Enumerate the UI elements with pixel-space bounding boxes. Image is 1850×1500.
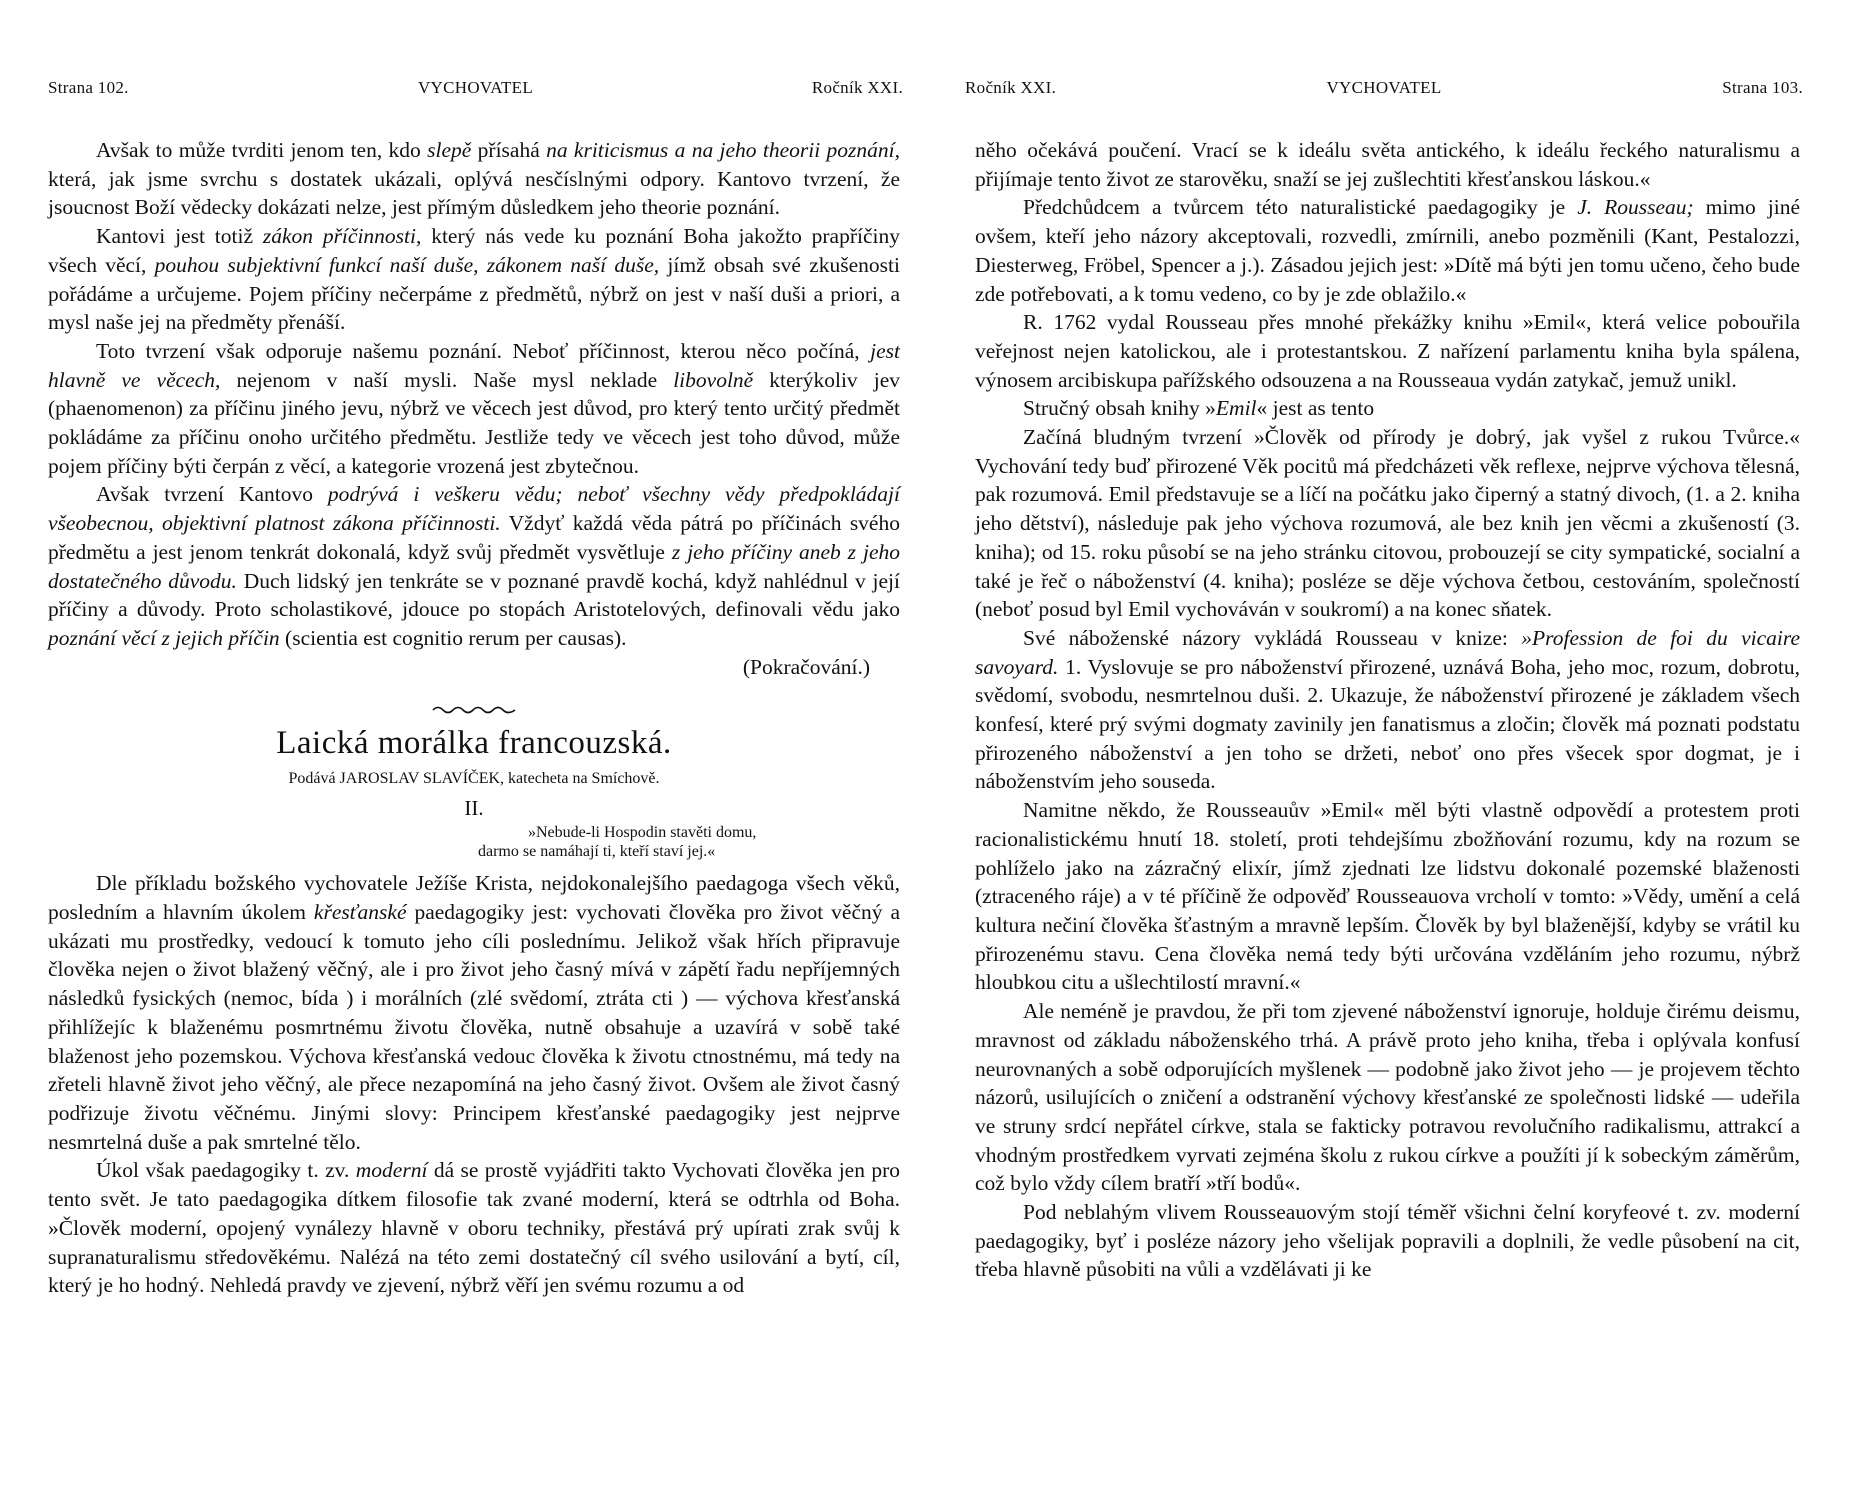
emphasis-text: křesťanské xyxy=(313,900,407,925)
emphasis-text: poznání věcí z jejich příčin xyxy=(48,625,280,650)
left-running-head xyxy=(48,78,903,100)
paragraph-text: Pod neblahým vlivem Rousseauovým stojí téměř všichni čelní koryfeové t. zv. moderní paedagogiky, byť i posléze názory jeho všelijak popravili a doplnili, že vedle působení na cit, třeba hlavně působiti na vůli a vzdělávati ji ke xyxy=(975,1200,1800,1282)
paragraph-text: R. 1762 vydal Rousseau přes mnohé překážky knihu »Emil«, která velice pobouřila veřejnost nejen katolickou, ale i protestantskou. Z nařízení parlamentu kniha byla spálena, výnosem arcibiskupa pařížského odsouzena a na Rousseaua vydán zatykač, jemuž unikl. xyxy=(975,310,1800,392)
paragraph xyxy=(48,337,900,481)
right-journal-title: VYCHOVATEL xyxy=(1326,78,1442,97)
paragraph-text: který nás vede ku poznání Boha jakožto prapříčiny všech věcí, xyxy=(48,224,900,277)
paragraph xyxy=(48,136,900,222)
paragraph-text: Toto tvrzení však odporuje našemu poznání. Neboť příčinnost, kterou něco počíná, xyxy=(96,338,871,363)
left-paragraphs xyxy=(48,136,900,653)
paragraph-text: Dle příkladu božského vychovatele Ježíše Krista, nejdokonalejšího paedagoga všech věků, posledním a hlavním úkolem xyxy=(48,871,900,925)
paragraph-text: Úkol však paedagogiky t. zv. xyxy=(96,1158,356,1183)
paragraph-text: Ale neméně je pravdou, že při tom zjevené náboženství ignoruje, holduje čirému deismu, mravnost od základu náboženského trhá. A právě proto jeho kniha, třeba i oplývala konfusí neurovnaných a sobě odporujících myšlenek — podobně jako život jeho — je projevem těchto názorů, usilujících o zničení a odstranění výchovy křesťanské ze společnosti lidské — udeřila ve struny srdcí nepřátel církve, stala se fakticky potravou revolučního radikalismu, attrakcí a vhodným prostředkem vyrvati zejména školu z rukou církve a použíti jí k sobeckým záměrům, což bylo vždy cílem bratří »tří bodů«. xyxy=(975,999,1800,1196)
article-paragraphs xyxy=(48,869,900,1300)
emphasis-text: J. Rousseau; xyxy=(1577,195,1694,220)
paragraph-text: Své náboženské názory vykládá Rousseau v knize: xyxy=(1023,625,1522,650)
paragraph-text: 1. Vyslovuje se pro náboženství přirozené, uznává Boha, jeho moc, rozum, dobrotu, svědomí, svobodu, nesmrtelnou duši. 2. Ukazuje, že náboženství přirozené je základem všech konfesí, které prý svými dogmaty zavinily jen fanatismus a zločin; člověk má poznati podstatu přirozeného náboženství a jen toho se držeti, neboť ono přes všecek spor dogmat, je i náboženstvím jeho souseda. xyxy=(975,654,1800,794)
paragraph xyxy=(975,308,1800,394)
paragraph xyxy=(975,997,1800,1198)
paragraph-text: nejenom v naší mysli. Naše mysl neklade xyxy=(220,367,674,392)
emphasis-text: pouhou subjektivní funkcí naší duše, zákonem naší duše, xyxy=(154,252,660,277)
paragraph-text: Kantovi jest totiž xyxy=(96,224,263,249)
section-number: II. xyxy=(464,796,484,821)
paragraph xyxy=(975,423,1800,624)
motto-line-2: darmo se namáhají ti, kteří staví jej.« xyxy=(478,843,716,861)
emphasis-text: Emil xyxy=(1215,396,1257,421)
right-text-block xyxy=(975,136,1800,1284)
paragraph-text: kterýkoliv jev (phaenomenon) za příčinu jiného jevu, nýbrž ve věcech jest důvod, pro který tento určitý předmět pokládáme za příčinu onoho určitého předmětu. Jestliže tedy ve věcech jest toho důvod, může pojem příčiny býti čerpán z věcí, a kategorie vrozená jest zbytečnou. xyxy=(48,367,901,478)
paragraph-text: « jest as tento xyxy=(1256,396,1375,421)
article-title: Laická morálka francouzská. xyxy=(276,725,672,762)
paragraph-text: jímž obsah své zkušenosti pořádáme a určujeme. Pojem příčiny nečerpáme z předmětů, nýbrž on jest v naší duši a priori, a mysl naše jej na předměty přenáší. xyxy=(48,252,900,335)
paragraph xyxy=(975,136,1800,193)
right-paragraphs xyxy=(975,136,1800,1284)
continuation-note: (Pokračování.) xyxy=(742,654,870,679)
paragraph xyxy=(48,222,900,337)
right-volume: Ročník XXI. xyxy=(965,78,1057,97)
emphasis-text: podrývá i veškeru vědu; neboť všechny vědy předpokládají všeobecnou, objektivní platnost zákona příčinnosti. xyxy=(48,482,901,536)
paragraph xyxy=(975,796,1800,997)
motto xyxy=(478,823,900,861)
paragraph-text: dá se prostě vyjádřiti takto Vychovati člověka jen pro tento svět. Je tato paedagogika dítkem filosofie tak zvané moderní, která se odtrhla od Boha. »Člověk moderní, opojený vynálezy hlavně v oboru techniky, přestává prý upírati zrak svůj k supranaturalismu středověkému. Nalézá na této zemi dostatečný cíl svého usilování a bytí, cíl, který je ho hodný. Nehledá pravdy ve zjevení, nýbrž věří jen svému rozumu a od xyxy=(48,1158,900,1298)
left-text-block xyxy=(48,136,900,1300)
paragraph xyxy=(975,394,1800,423)
emphasis-text: na kriticismus a na jeho theorii poznání, xyxy=(546,138,901,162)
emphasis-text: »Profession de foi du vicaire savoyard. xyxy=(975,625,1800,679)
paragraph xyxy=(48,480,900,652)
emphasis-text: zákon příčinnosti, xyxy=(262,224,422,249)
paragraph-text: Začíná bludným tvrzení »Člověk od přírody je dobrý, jak vyšel z rukou Tvůrce.« Vychování tedy buď přirozené Věk pocitů má předcházeti věk reflexe, nejprve výchova tělesná, pak rozumová. Emil představuje se a líčí na počátku jako čiperný a statný divoch, (1. a 2. kniha jeho dětství), následuje pak jeho výchova rozumová, ale bez knih jen věcmi a zkušeností (3. kniha); od 15. roku působí se na jeho stránku citovou, probouzejí se city sympatické, socialní a také je řeč o náboženství (4. kniha); posléze se děje výchova četbou, cestováním, společností (neboť posud byl Emil vychováván v soukromí) a na konec sňatek. xyxy=(975,425,1800,622)
paragraph-text: Avšak to může tvrditi jenom ten, kdo xyxy=(96,138,428,162)
paragraph-text: (scientia est cognitio rerum per causas). xyxy=(279,625,627,650)
paragraph-text: paedagogiky jest: vychovati člověka pro život věčný a ukázati mu prostředky, vedoucí k tomuto jeho cíli poslednímu. Jelikož však hřích připravuje člověka nejen o život blažený věčný, ale i pro život jeho časný mívá v zápětí řadu nepříjemných následků fysických (nemoc, bída ) i morálních (zlé svědomí, ztráta cti ) — výchova křesťanská přihlížejíc k blaženému posmrtnému životu člověka, nutně obsahuje a uzavírá v sobě také blaženost jeho pozemskou. Výchova křesťanská vedouc člověka k životu ctnostnému, má tedy na zřeteli hlavně život jeho věčný, ale přece nezapomíná na jeho časný život. Ovšem ale život časný podřizuje životu věčnému. Jinými slovy: Principem křesťanské paedagogiky jest nejprve nesmrtelná duše a pak smrtelné tělo. xyxy=(48,900,900,1154)
emphasis-text: libovolně xyxy=(673,367,754,392)
paragraph-text: Avšak tvrzení Kantovo xyxy=(96,482,328,507)
paragraph-text: něho očekává poučení. Vrací se k ideálu světa antického, k ideálu řeckého naturalismu a přijímaje tento život ze starověku, snaží se jej zušlechtiti křesťanskou láskou.« xyxy=(975,138,1800,191)
motto-line-1: »Nebude-li Hospodin stavěti domu, xyxy=(528,824,757,842)
divider-ornament xyxy=(48,695,900,709)
paragraph-text: mimo jiné ovšem, kteří jeho názory akceptovali, rozvedli, zmírnili, anebo pozměnili (Kant, Pestalozzi, Diesterweg, Fröbel, Spencer a j.). Zásadou jejich jest: »Dítě má býti jen tomu učeno, čeho bude zde potřebovati, a k tomu vedeno, co by je zde oblažilo.« xyxy=(975,195,1800,306)
paragraph-text: Namitne někdo, že Rousseauův »Emil« měl býti vlastně odpovědí a protestem proti racionalistickému hnutí 18. století, proti tehdejšímu zbožňování rozumu, kdy na rozum se pohlíželo jako na zázračný elixír, jímž zjednati lze lidstvu dokonalé pozemské blaženosti (ztraceného ráje) a v té příčině že odpověď Rousseauova vrcholí v tomto: »Vědy, umění a celá kultura nečiní člověka šťastným a mravně lepším. Člověk by byl blaženější, kdyby se vrátil ku přirozenému stavu. Cena člověka nemá tedy býti určována vzděláním jeho rozumu, nýbrž hloubkou citu a ušlechtilostí mravní.« xyxy=(975,798,1800,995)
paragraph xyxy=(48,869,900,1156)
emphasis-text: z jeho příčiny aneb z jeho dostatečného důvodu. xyxy=(48,539,900,593)
left-volume: Ročník XXI. xyxy=(811,78,903,97)
paragraph xyxy=(975,193,1800,308)
paragraph-text: která, jak jsme svrchu s dostatek ukázali, oplývá nesčíslnými odpory. Kantovo tvrzení, že jsoucnost Boží vědecky dokázati nelze, jest přímým důsledkem jeho theorie poznání. xyxy=(48,166,900,220)
left-page-number: Strana 102. xyxy=(48,78,129,97)
article-byline: Podává JAROSLAV SLAVÍČEK, katecheta na Smíchově. xyxy=(288,770,660,788)
emphasis-text: jest hlavně ve věcech, xyxy=(48,338,900,392)
paragraph-text: Stručný obsah knihy » xyxy=(1023,396,1216,421)
right-page-number: Strana 103. xyxy=(1722,78,1803,97)
emphasis-text: moderní xyxy=(355,1158,428,1183)
paragraph-text: přísahá xyxy=(471,138,547,162)
paragraph xyxy=(975,1198,1800,1284)
paragraph-text: Předchůdcem a tvůrcem této naturalistické paedagogiky je xyxy=(1023,195,1578,220)
paragraph-text: Vždyť každá věda pátrá po příčinách svého předmětu a jest jenom tenkrát dokonalá, když svůj předmět vysvětluje xyxy=(48,511,900,564)
emphasis-text: slepě xyxy=(427,138,472,162)
left-journal-title: VYCHOVATEL xyxy=(417,78,534,97)
paragraph-text: Duch lidský jen tenkráte se v poznané pravdě kochá, když nahlédnul v její příčiny a důvody. Proto scholastikové, jdouce po stopách Aristotelových, definovali vědu jako xyxy=(48,568,900,622)
paragraph xyxy=(48,1156,900,1300)
paragraph xyxy=(975,624,1800,796)
right-running-head xyxy=(965,78,1803,100)
